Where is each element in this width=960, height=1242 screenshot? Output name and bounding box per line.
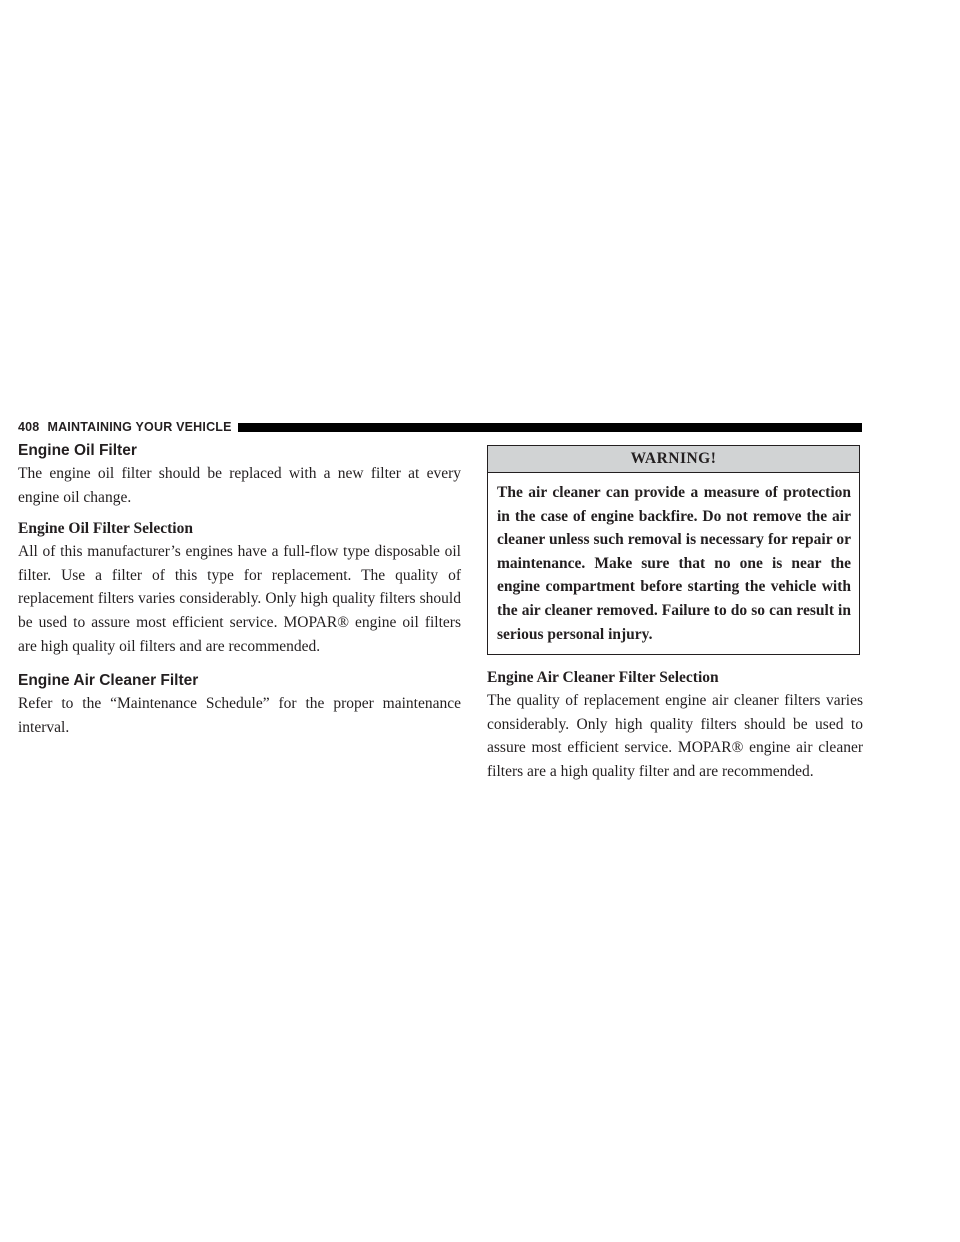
- oil-filter-heading: Engine Oil Filter: [18, 442, 137, 459]
- oil-filter-selection-heading: Engine Oil Filter Selection: [18, 520, 193, 538]
- air-cleaner-heading: Engine Air Cleaner Filter: [18, 672, 199, 690]
- oil-filter-text: The engine oil filter should be replaced with a new filter at every engine oil change.: [18, 465, 461, 506]
- air-cleaner-text: Refer to the “Maintenance Schedule” for the proper maintenance interval.: [18, 695, 461, 736]
- header-rule: [238, 423, 862, 432]
- oil-filter-selection-text: All of this manufacturer’s engines have a full-flow type disposable oil filter. Use a filter of this type for replacement. The quality of replacement filters varies considerably. Only high quality filters should be used to assure most efficient service. MOPAR® engine oil filters are high quality oil filters and are recommended.: [18, 543, 461, 655]
- warning-text: The air cleaner can provide a measure of protection in the case of engine backfire. Do not remove the air cleaner unless such removal is necessary for repair or maintenance. Make sure that no one is near the engine compartment before starting the vehicle with the air cleaner removed. Failure to do so can result in serious personal injury.: [497, 484, 851, 643]
- air-cleaner-selection-text: The quality of replacement engine air cleaner filters varies considerably. Only high quality filters should be used to assure most efficient service. MOPAR® engine air cleaner filters are a high quality filter and are recommended.: [487, 692, 863, 780]
- page-header: [18, 418, 862, 436]
- warning-title: WARNING!: [488, 446, 859, 473]
- left-column: [18, 440, 461, 739]
- warning-box: [487, 445, 860, 655]
- section-title: MAINTAINING YOUR VEHICLE: [47, 420, 232, 434]
- page-number: 408: [18, 420, 40, 434]
- air-cleaner-selection-heading: Engine Air Cleaner Filter Selection: [487, 669, 719, 687]
- right-column: [487, 445, 863, 784]
